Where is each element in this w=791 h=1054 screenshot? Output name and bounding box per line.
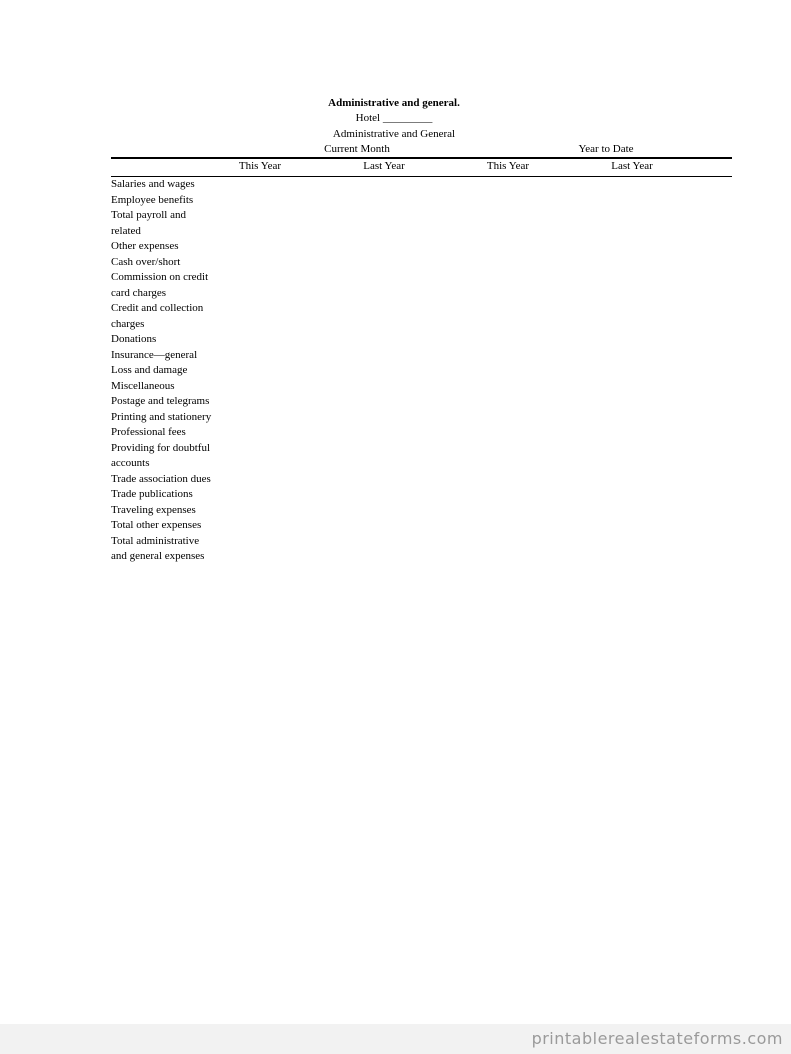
row-label: Postage and telegrams <box>111 395 210 407</box>
column-header-this-year-ytd: This Year <box>486 160 530 172</box>
row-label: Donations <box>111 333 157 345</box>
row-label: Employee benefits <box>111 193 194 206</box>
row-label: Printing and stationery <box>111 410 212 423</box>
row-label: Insurance—general <box>111 348 198 361</box>
row-label: Total administrative <box>111 534 200 547</box>
column-header-last-year-ytd: Last Year <box>611 160 653 172</box>
row-label: Cash over/short <box>111 255 181 268</box>
row-labels <box>111 177 239 565</box>
row-label: Trade association dues <box>111 472 211 485</box>
column-header-this-year-current: This Year <box>238 160 282 172</box>
row-label: Total other expenses <box>111 519 202 531</box>
site-brand-link[interactable]: printablerealestateforms.com <box>531 1029 783 1048</box>
group-header-year-to-date: Year to Date <box>578 143 634 155</box>
form-subtitle: Administrative and General <box>332 128 456 140</box>
form-title: Administrative and general. <box>328 97 460 109</box>
row-label: related <box>111 224 141 237</box>
footer-bar <box>0 1024 791 1054</box>
row-label: Credit and collection <box>111 302 204 314</box>
row-label: Traveling expenses <box>111 503 196 516</box>
row-label: card charges <box>111 286 167 299</box>
row-label: Loss and damage <box>111 364 188 376</box>
row-label: Total payroll and <box>111 209 186 221</box>
row-label: Miscellaneous <box>111 379 175 392</box>
group-header-current-month: Current Month <box>324 143 390 155</box>
row-label: accounts <box>111 457 150 469</box>
row-label: Salaries and wages <box>111 178 195 190</box>
row-label: charges <box>111 317 145 330</box>
row-label: Commission on credit <box>111 271 209 283</box>
row-label: Providing for doubtful <box>111 441 210 454</box>
row-label: Trade publications <box>111 488 193 500</box>
row-label: and general expenses <box>111 550 205 562</box>
row-label: Professional fees <box>111 426 186 438</box>
hotel-line: Hotel _________ <box>355 112 433 124</box>
column-header-last-year-current: Last Year <box>363 160 405 172</box>
row-label: Other expenses <box>111 240 179 252</box>
